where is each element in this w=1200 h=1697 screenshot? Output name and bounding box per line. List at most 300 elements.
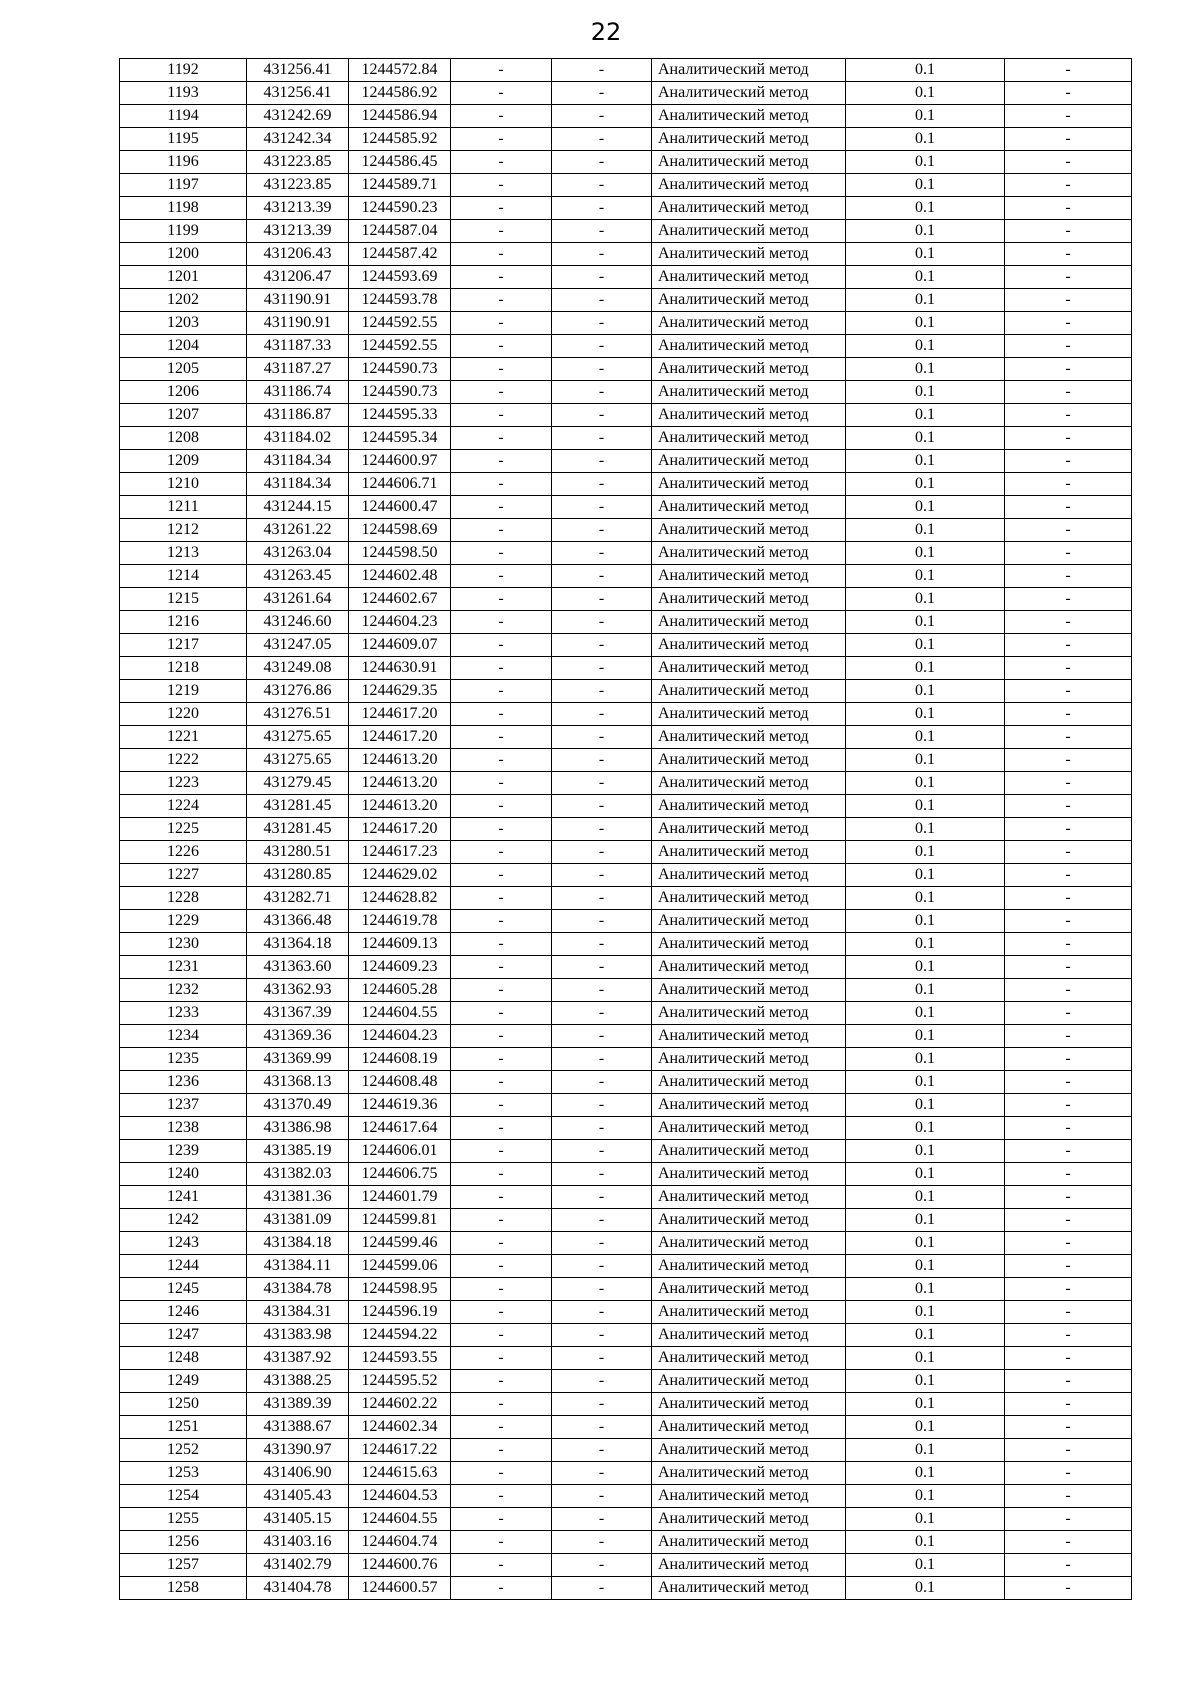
table-row (120, 1048, 1132, 1071)
empty-value-cell: - (451, 289, 552, 312)
y-coordinate-cell: 1244590.73 (349, 381, 451, 404)
empty-value-cell: - (552, 726, 652, 749)
table-body (120, 59, 1132, 1600)
empty-value-cell: - (552, 1577, 652, 1600)
empty-value-cell: - (552, 1094, 652, 1117)
empty-value-cell: - (1005, 1232, 1132, 1255)
method-cell: Аналитический метод (652, 243, 846, 266)
x-coordinate-cell: 431263.45 (247, 565, 349, 588)
point-number-cell: 1212 (120, 519, 247, 542)
method-cell: Аналитический метод (652, 749, 846, 772)
empty-value-cell: - (552, 1255, 652, 1278)
accuracy-cell: 0.1 (846, 1048, 1005, 1071)
y-coordinate-cell: 1244615.63 (349, 1462, 451, 1485)
empty-value-cell: - (552, 82, 652, 105)
point-number-cell: 1236 (120, 1071, 247, 1094)
accuracy-cell: 0.1 (846, 772, 1005, 795)
x-coordinate-cell: 431369.36 (247, 1025, 349, 1048)
y-coordinate-cell: 1244600.76 (349, 1554, 451, 1577)
x-coordinate-cell: 431256.41 (247, 59, 349, 82)
method-cell: Аналитический метод (652, 1140, 846, 1163)
empty-value-cell: - (451, 864, 552, 887)
empty-value-cell: - (1005, 128, 1132, 151)
method-cell: Аналитический метод (652, 473, 846, 496)
x-coordinate-cell: 431367.39 (247, 1002, 349, 1025)
x-coordinate-cell: 431384.31 (247, 1301, 349, 1324)
table-row (120, 105, 1132, 128)
y-coordinate-cell: 1244630.91 (349, 657, 451, 680)
table-row (120, 611, 1132, 634)
empty-value-cell: - (552, 450, 652, 473)
empty-value-cell: - (552, 519, 652, 542)
table-row (120, 243, 1132, 266)
accuracy-cell: 0.1 (846, 1416, 1005, 1439)
empty-value-cell: - (552, 1025, 652, 1048)
x-coordinate-cell: 431275.65 (247, 726, 349, 749)
empty-value-cell: - (451, 910, 552, 933)
x-coordinate-cell: 431242.34 (247, 128, 349, 151)
empty-value-cell: - (552, 1186, 652, 1209)
point-number-cell: 1245 (120, 1278, 247, 1301)
accuracy-cell: 0.1 (846, 1025, 1005, 1048)
method-cell: Аналитический метод (652, 1508, 846, 1531)
empty-value-cell: - (451, 312, 552, 335)
x-coordinate-cell: 431405.15 (247, 1508, 349, 1531)
empty-value-cell: - (451, 427, 552, 450)
accuracy-cell: 0.1 (846, 1209, 1005, 1232)
method-cell: Аналитический метод (652, 841, 846, 864)
empty-value-cell: - (1005, 1485, 1132, 1508)
y-coordinate-cell: 1244617.20 (349, 818, 451, 841)
x-coordinate-cell: 431186.74 (247, 381, 349, 404)
method-cell: Аналитический метод (652, 496, 846, 519)
table-row (120, 128, 1132, 151)
empty-value-cell: - (552, 220, 652, 243)
accuracy-cell: 0.1 (846, 680, 1005, 703)
x-coordinate-cell: 431363.60 (247, 956, 349, 979)
point-number-cell: 1194 (120, 105, 247, 128)
empty-value-cell: - (451, 450, 552, 473)
empty-value-cell: - (451, 841, 552, 864)
empty-value-cell: - (1005, 611, 1132, 634)
empty-value-cell: - (552, 1554, 652, 1577)
accuracy-cell: 0.1 (846, 519, 1005, 542)
point-number-cell: 1221 (120, 726, 247, 749)
table-row (120, 289, 1132, 312)
x-coordinate-cell: 431246.60 (247, 611, 349, 634)
point-number-cell: 1240 (120, 1163, 247, 1186)
y-coordinate-cell: 1244629.35 (349, 680, 451, 703)
empty-value-cell: - (451, 381, 552, 404)
x-coordinate-cell: 431381.09 (247, 1209, 349, 1232)
point-number-cell: 1252 (120, 1439, 247, 1462)
empty-value-cell: - (451, 473, 552, 496)
method-cell: Аналитический метод (652, 1416, 846, 1439)
x-coordinate-cell: 431187.27 (247, 358, 349, 381)
y-coordinate-cell: 1244602.48 (349, 565, 451, 588)
y-coordinate-cell: 1244606.71 (349, 473, 451, 496)
point-number-cell: 1256 (120, 1531, 247, 1554)
empty-value-cell: - (1005, 1117, 1132, 1140)
y-coordinate-cell: 1244599.46 (349, 1232, 451, 1255)
x-coordinate-cell: 431187.33 (247, 335, 349, 358)
empty-value-cell: - (1005, 1439, 1132, 1462)
method-cell: Аналитический метод (652, 105, 846, 128)
empty-value-cell: - (1005, 243, 1132, 266)
point-number-cell: 1234 (120, 1025, 247, 1048)
empty-value-cell: - (451, 795, 552, 818)
empty-value-cell: - (1005, 289, 1132, 312)
method-cell: Аналитический метод (652, 450, 846, 473)
method-cell: Аналитический метод (652, 772, 846, 795)
empty-value-cell: - (451, 1485, 552, 1508)
empty-value-cell: - (1005, 933, 1132, 956)
accuracy-cell: 0.1 (846, 1508, 1005, 1531)
table-row (120, 496, 1132, 519)
accuracy-cell: 0.1 (846, 266, 1005, 289)
method-cell: Аналитический метод (652, 1393, 846, 1416)
y-coordinate-cell: 1244613.20 (349, 749, 451, 772)
point-number-cell: 1251 (120, 1416, 247, 1439)
accuracy-cell: 0.1 (846, 864, 1005, 887)
table-row (120, 933, 1132, 956)
x-coordinate-cell: 431384.78 (247, 1278, 349, 1301)
point-number-cell: 1223 (120, 772, 247, 795)
point-number-cell: 1197 (120, 174, 247, 197)
table-row (120, 381, 1132, 404)
empty-value-cell: - (552, 1416, 652, 1439)
empty-value-cell: - (451, 634, 552, 657)
table-row (120, 1186, 1132, 1209)
empty-value-cell: - (451, 82, 552, 105)
empty-value-cell: - (451, 1508, 552, 1531)
empty-value-cell: - (552, 105, 652, 128)
table-row (120, 1071, 1132, 1094)
point-number-cell: 1206 (120, 381, 247, 404)
method-cell: Аналитический метод (652, 1278, 846, 1301)
empty-value-cell: - (451, 887, 552, 910)
x-coordinate-cell: 431213.39 (247, 220, 349, 243)
accuracy-cell: 0.1 (846, 542, 1005, 565)
empty-value-cell: - (552, 174, 652, 197)
table-row (120, 703, 1132, 726)
y-coordinate-cell: 1244600.57 (349, 1577, 451, 1600)
accuracy-cell: 0.1 (846, 1002, 1005, 1025)
empty-value-cell: - (451, 128, 552, 151)
empty-value-cell: - (552, 1232, 652, 1255)
method-cell: Аналитический метод (652, 1186, 846, 1209)
x-coordinate-cell: 431206.47 (247, 266, 349, 289)
accuracy-cell: 0.1 (846, 312, 1005, 335)
accuracy-cell: 0.1 (846, 427, 1005, 450)
method-cell: Аналитический метод (652, 979, 846, 1002)
method-cell: Аналитический метод (652, 1301, 846, 1324)
empty-value-cell: - (1005, 220, 1132, 243)
point-number-cell: 1238 (120, 1117, 247, 1140)
empty-value-cell: - (552, 933, 652, 956)
point-number-cell: 1258 (120, 1577, 247, 1600)
empty-value-cell: - (1005, 956, 1132, 979)
empty-value-cell: - (451, 1048, 552, 1071)
empty-value-cell: - (552, 243, 652, 266)
method-cell: Аналитический метод (652, 1071, 846, 1094)
empty-value-cell: - (451, 1416, 552, 1439)
empty-value-cell: - (1005, 1577, 1132, 1600)
table-row (120, 450, 1132, 473)
empty-value-cell: - (1005, 197, 1132, 220)
empty-value-cell: - (1005, 1140, 1132, 1163)
x-coordinate-cell: 431368.13 (247, 1071, 349, 1094)
empty-value-cell: - (451, 266, 552, 289)
point-number-cell: 1239 (120, 1140, 247, 1163)
x-coordinate-cell: 431184.02 (247, 427, 349, 450)
table-row (120, 1347, 1132, 1370)
y-coordinate-cell: 1244606.01 (349, 1140, 451, 1163)
table-row (120, 59, 1132, 82)
empty-value-cell: - (552, 611, 652, 634)
y-coordinate-cell: 1244599.06 (349, 1255, 451, 1278)
empty-value-cell: - (552, 427, 652, 450)
table-row (120, 1416, 1132, 1439)
point-number-cell: 1250 (120, 1393, 247, 1416)
accuracy-cell: 0.1 (846, 703, 1005, 726)
y-coordinate-cell: 1244586.94 (349, 105, 451, 128)
table-row (120, 427, 1132, 450)
y-coordinate-cell: 1244606.75 (349, 1163, 451, 1186)
y-coordinate-cell: 1244585.92 (349, 128, 451, 151)
empty-value-cell: - (451, 1002, 552, 1025)
table-row (120, 1025, 1132, 1048)
method-cell: Аналитический метод (652, 657, 846, 680)
point-number-cell: 1228 (120, 887, 247, 910)
table-row (120, 749, 1132, 772)
point-number-cell: 1225 (120, 818, 247, 841)
accuracy-cell: 0.1 (846, 634, 1005, 657)
empty-value-cell: - (451, 542, 552, 565)
table-row (120, 1301, 1132, 1324)
empty-value-cell: - (552, 1278, 652, 1301)
x-coordinate-cell: 431190.91 (247, 312, 349, 335)
x-coordinate-cell: 431249.08 (247, 657, 349, 680)
accuracy-cell: 0.1 (846, 1094, 1005, 1117)
point-number-cell: 1241 (120, 1186, 247, 1209)
point-number-cell: 1253 (120, 1462, 247, 1485)
empty-value-cell: - (1005, 151, 1132, 174)
empty-value-cell: - (1005, 1163, 1132, 1186)
empty-value-cell: - (552, 1163, 652, 1186)
accuracy-cell: 0.1 (846, 933, 1005, 956)
empty-value-cell: - (1005, 1531, 1132, 1554)
method-cell: Аналитический метод (652, 634, 846, 657)
y-coordinate-cell: 1244592.55 (349, 312, 451, 335)
method-cell: Аналитический метод (652, 1025, 846, 1048)
empty-value-cell: - (451, 1531, 552, 1554)
y-coordinate-cell: 1244602.22 (349, 1393, 451, 1416)
empty-value-cell: - (552, 864, 652, 887)
table-row (120, 1163, 1132, 1186)
x-coordinate-cell: 431184.34 (247, 473, 349, 496)
point-number-cell: 1199 (120, 220, 247, 243)
table-row (120, 1278, 1132, 1301)
table-row (120, 795, 1132, 818)
table-row (120, 82, 1132, 105)
method-cell: Аналитический метод (652, 1232, 846, 1255)
point-number-cell: 1207 (120, 404, 247, 427)
x-coordinate-cell: 431190.91 (247, 289, 349, 312)
table-row (120, 542, 1132, 565)
empty-value-cell: - (552, 1140, 652, 1163)
empty-value-cell: - (1005, 473, 1132, 496)
point-number-cell: 1218 (120, 657, 247, 680)
x-coordinate-cell: 431281.45 (247, 818, 349, 841)
empty-value-cell: - (451, 1347, 552, 1370)
accuracy-cell: 0.1 (846, 979, 1005, 1002)
x-coordinate-cell: 431213.39 (247, 197, 349, 220)
empty-value-cell: - (451, 151, 552, 174)
accuracy-cell: 0.1 (846, 1324, 1005, 1347)
accuracy-cell: 0.1 (846, 1439, 1005, 1462)
empty-value-cell: - (451, 703, 552, 726)
method-cell: Аналитический метод (652, 289, 846, 312)
point-number-cell: 1204 (120, 335, 247, 358)
accuracy-cell: 0.1 (846, 1554, 1005, 1577)
empty-value-cell: - (552, 1048, 652, 1071)
y-coordinate-cell: 1244617.20 (349, 726, 451, 749)
table-row (120, 1508, 1132, 1531)
x-coordinate-cell: 431389.39 (247, 1393, 349, 1416)
empty-value-cell: - (552, 358, 652, 381)
empty-value-cell: - (451, 358, 552, 381)
table-row (120, 565, 1132, 588)
empty-value-cell: - (451, 1278, 552, 1301)
empty-value-cell: - (1005, 887, 1132, 910)
page-number: 22 (590, 18, 622, 46)
point-number-cell: 1196 (120, 151, 247, 174)
empty-value-cell: - (1005, 657, 1132, 680)
empty-value-cell: - (1005, 427, 1132, 450)
empty-value-cell: - (451, 1577, 552, 1600)
x-coordinate-cell: 431261.64 (247, 588, 349, 611)
point-number-cell: 1208 (120, 427, 247, 450)
x-coordinate-cell: 431280.51 (247, 841, 349, 864)
point-number-cell: 1231 (120, 956, 247, 979)
empty-value-cell: - (1005, 335, 1132, 358)
empty-value-cell: - (1005, 1278, 1132, 1301)
empty-value-cell: - (1005, 680, 1132, 703)
accuracy-cell: 0.1 (846, 657, 1005, 680)
empty-value-cell: - (451, 956, 552, 979)
method-cell: Аналитический метод (652, 956, 846, 979)
x-coordinate-cell: 431384.11 (247, 1255, 349, 1278)
x-coordinate-cell: 431247.05 (247, 634, 349, 657)
table-row (120, 1485, 1132, 1508)
y-coordinate-cell: 1244613.20 (349, 795, 451, 818)
x-coordinate-cell: 431404.78 (247, 1577, 349, 1600)
accuracy-cell: 0.1 (846, 1071, 1005, 1094)
empty-value-cell: - (451, 979, 552, 1002)
y-coordinate-cell: 1244609.13 (349, 933, 451, 956)
point-number-cell: 1211 (120, 496, 247, 519)
empty-value-cell: - (451, 1393, 552, 1416)
empty-value-cell: - (552, 266, 652, 289)
empty-value-cell: - (552, 1393, 652, 1416)
empty-value-cell: - (552, 910, 652, 933)
empty-value-cell: - (1005, 1393, 1132, 1416)
method-cell: Аналитический метод (652, 1485, 846, 1508)
x-coordinate-cell: 431382.03 (247, 1163, 349, 1186)
point-number-cell: 1195 (120, 128, 247, 151)
empty-value-cell: - (552, 749, 652, 772)
accuracy-cell: 0.1 (846, 795, 1005, 818)
y-coordinate-cell: 1244598.50 (349, 542, 451, 565)
empty-value-cell: - (552, 496, 652, 519)
table-row (120, 1117, 1132, 1140)
table-row (120, 312, 1132, 335)
empty-value-cell: - (552, 1531, 652, 1554)
point-number-cell: 1215 (120, 588, 247, 611)
empty-value-cell: - (451, 680, 552, 703)
empty-value-cell: - (451, 220, 552, 243)
method-cell: Аналитический метод (652, 1370, 846, 1393)
table-row (120, 726, 1132, 749)
table-row (120, 680, 1132, 703)
method-cell: Аналитический метод (652, 795, 846, 818)
empty-value-cell: - (552, 703, 652, 726)
empty-value-cell: - (1005, 312, 1132, 335)
empty-value-cell: - (552, 979, 652, 1002)
x-coordinate-cell: 431242.69 (247, 105, 349, 128)
method-cell: Аналитический метод (652, 1324, 846, 1347)
y-coordinate-cell: 1244604.23 (349, 1025, 451, 1048)
table-row (120, 887, 1132, 910)
empty-value-cell: - (1005, 1186, 1132, 1209)
y-coordinate-cell: 1244600.97 (349, 450, 451, 473)
empty-value-cell: - (451, 1554, 552, 1577)
y-coordinate-cell: 1244617.22 (349, 1439, 451, 1462)
point-number-cell: 1216 (120, 611, 247, 634)
empty-value-cell: - (451, 1025, 552, 1048)
point-number-cell: 1193 (120, 82, 247, 105)
point-number-cell: 1243 (120, 1232, 247, 1255)
empty-value-cell: - (1005, 1462, 1132, 1485)
accuracy-cell: 0.1 (846, 82, 1005, 105)
empty-value-cell: - (552, 1462, 652, 1485)
empty-value-cell: - (1005, 1324, 1132, 1347)
table-row (120, 841, 1132, 864)
point-number-cell: 1201 (120, 266, 247, 289)
table-row (120, 1324, 1132, 1347)
point-number-cell: 1229 (120, 910, 247, 933)
point-number-cell: 1232 (120, 979, 247, 1002)
empty-value-cell: - (451, 726, 552, 749)
y-coordinate-cell: 1244587.04 (349, 220, 451, 243)
empty-value-cell: - (552, 289, 652, 312)
table-row (120, 174, 1132, 197)
empty-value-cell: - (1005, 1416, 1132, 1439)
empty-value-cell: - (1005, 404, 1132, 427)
method-cell: Аналитический метод (652, 312, 846, 335)
point-number-cell: 1214 (120, 565, 247, 588)
empty-value-cell: - (451, 197, 552, 220)
y-coordinate-cell: 1244609.07 (349, 634, 451, 657)
y-coordinate-cell: 1244609.23 (349, 956, 451, 979)
accuracy-cell: 0.1 (846, 243, 1005, 266)
y-coordinate-cell: 1244600.47 (349, 496, 451, 519)
accuracy-cell: 0.1 (846, 496, 1005, 519)
accuracy-cell: 0.1 (846, 105, 1005, 128)
accuracy-cell: 0.1 (846, 1140, 1005, 1163)
table-row (120, 772, 1132, 795)
